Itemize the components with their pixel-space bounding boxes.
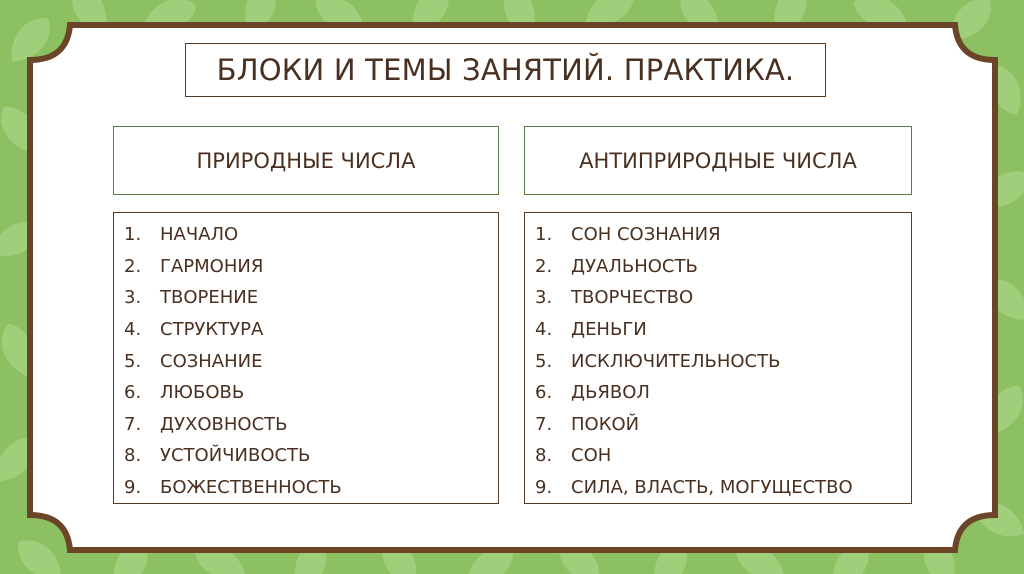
list-item: 5. ИСКЛЮЧИТЕЛЬНОСТЬ: [535, 350, 781, 372]
list-item: 7. ДУХОВНОСТЬ: [124, 413, 288, 435]
list-item: 6. ЛЮБОВЬ: [124, 382, 245, 404]
list-item: 6. ДЬЯВОЛ: [535, 382, 650, 404]
list-item: 4. СТРУКТУРА: [124, 319, 264, 341]
list-item: 1. СОН СОЗНАНИЯ: [535, 224, 721, 246]
list-item: 5. СОЗНАНИЕ: [124, 350, 263, 372]
list-item: 9. БОЖЕСТВЕННОСТЬ: [124, 477, 342, 499]
list-item: 8. УСТОЙЧИВОСТЬ: [124, 445, 311, 467]
list-item: 2. ГАРМОНИЯ: [124, 255, 264, 277]
list-item: 4. ДЕНЬГИ: [535, 319, 647, 341]
page-title: БЛОКИ И ТЕМЫ ЗАНЯТИЙ. ПРАКТИКА.: [185, 43, 826, 97]
antinatural-numbers-list: [524, 212, 912, 504]
list-item: 3. ТВОРЕНИЕ: [124, 287, 259, 309]
natural-numbers-list: [113, 212, 499, 504]
list-item: 7. ПОКОЙ: [535, 413, 640, 435]
list-item: 9. СИЛА, ВЛАСТЬ, МОГУЩЕСТВО: [535, 477, 853, 499]
list-item: 8. СОН: [535, 445, 612, 467]
column-header-antinatural: АНТИПРИРОДНЫЕ ЧИСЛА: [524, 126, 912, 195]
list-item: 3. ТВОРЧЕСТВО: [535, 287, 694, 309]
list-item: 2. ДУАЛЬНОСТЬ: [535, 255, 698, 277]
list-item: 1. НАЧАЛО: [124, 224, 239, 246]
column-header-natural: ПРИРОДНЫЕ ЧИСЛА: [113, 126, 499, 195]
